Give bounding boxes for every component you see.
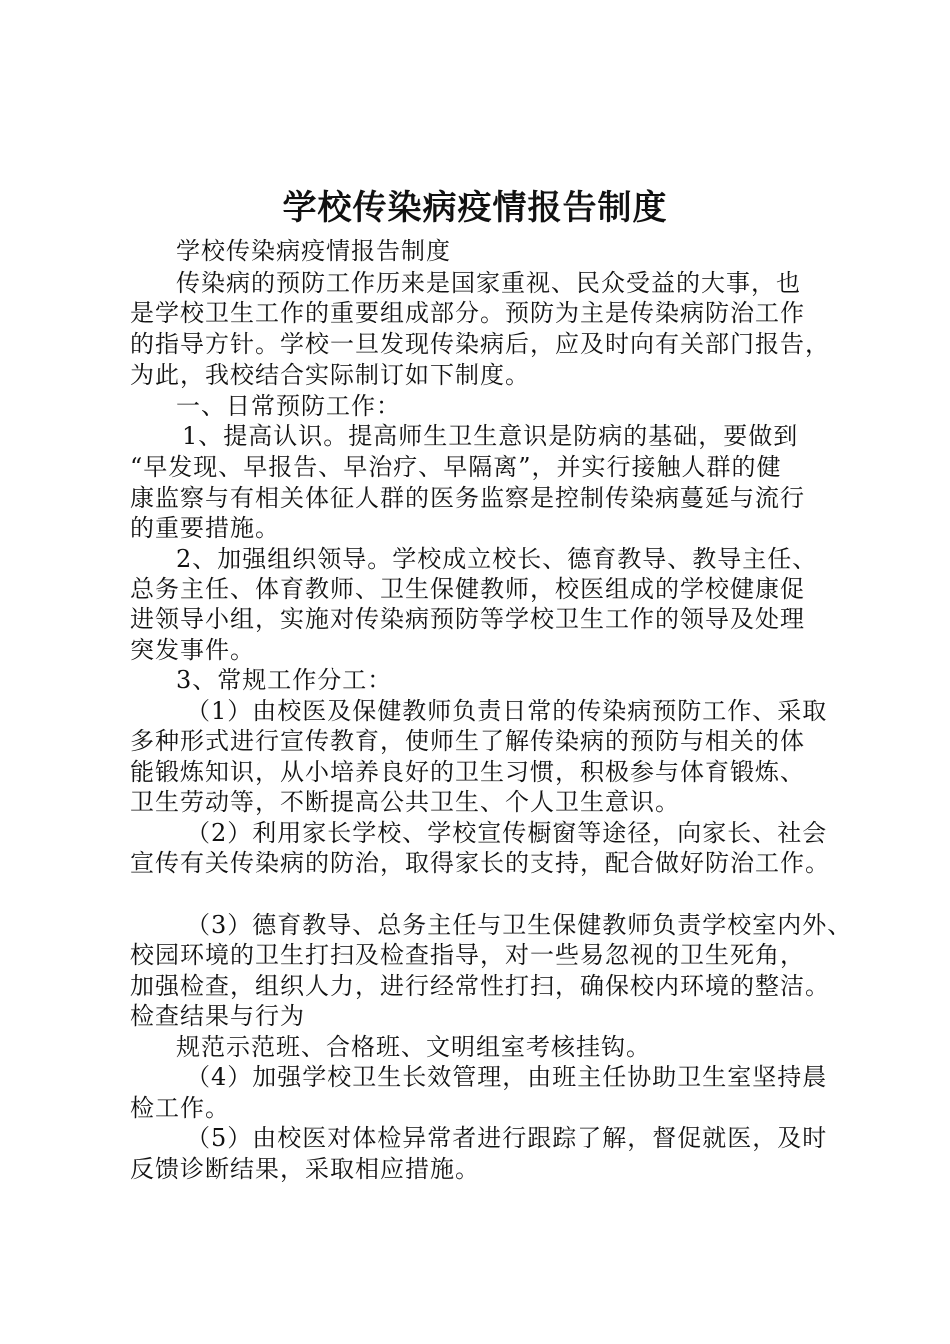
body-line: 多种形式进行宣传教育，使师生了解传染病的预防与相关的体 [130,727,805,755]
document-title: 学校传染病疫情报告制度 [282,188,668,228]
body-line: （5）由校医对体检异常者进行跟踪了解，督促就医，及时 [186,1124,828,1152]
body-line: 为此，我校结合实际制订如下制度。 [130,361,530,389]
body-line: 的指导方针。学校一旦发现传染病后，应及时向有关部门报告， [130,330,830,358]
section-heading: 3、常规工作分工： [176,666,393,694]
body-line: （4）加强学校卫生长效管理，由班主任协助卫生室坚持晨 [186,1063,828,1091]
body-line: 传染病的预防工作历来是国家重视、民众受益的大事，也 [176,269,801,297]
body-line: 的重要措施。 [130,514,280,542]
section-heading: 一、日常预防工作： [176,392,401,420]
body-line: 宣传有关传染病的防治，取得家长的支持，配合做好防治工作。 [130,849,830,877]
body-line: 2、加强组织领导。学校成立校长、德育教导、教导主任、 [176,545,818,573]
body-line: 规范示范班、合格班、文明组室考核挂钩。 [176,1033,651,1061]
body-line: “早发现、早报告、早治疗、早隔离”，并实行接触人群的健 [130,453,782,481]
body-line: （1）由校医及保健教师负责日常的传染病预防工作、采取 [186,697,828,725]
body-line: 反馈诊断结果，采取相应措施。 [130,1155,480,1183]
body-line: 突发事件。 [130,636,255,664]
body-line: 进领导小组，实施对传染病预防等学校卫生工作的领导及处理 [130,605,805,633]
subtitle-line: 学校传染病疫情报告制度 [176,237,451,265]
body-line: 是学校卫生工作的重要组成部分。预防为主是传染病防治工作 [130,299,805,327]
body-line: 检查结果与行为 [130,1002,305,1030]
body-line: 康监察与有相关体征人群的医务监察是控制传染病蔓延与流行 [130,484,805,512]
body-line: （3）德育教导、总务主任与卫生保健教师负责学校室内外、 [186,911,853,939]
body-line: 加强检查，组织人力，进行经常性打扫，确保校内环境的整洁。 [130,972,830,1000]
body-line: （2）利用家长学校、学校宣传橱窗等途径，向家长、社会 [186,819,828,847]
body-line: 卫生劳动等，不断提高公共卫生、个人卫生意识。 [130,788,680,816]
body-line: 1、提高认识。提高师生卫生意识是防病的基础，要做到 [182,422,799,450]
body-line: 能锻炼知识，从小培养良好的卫生习惯，积极参与体育锻炼、 [130,758,805,786]
body-line: 检工作。 [130,1094,230,1122]
body-line: 校园环境的卫生打扫及检查指导，对一些易忽视的卫生死角， [130,941,805,969]
body-line: 总务主任、体育教师、卫生保健教师，校医组成的学校健康促 [130,575,805,603]
